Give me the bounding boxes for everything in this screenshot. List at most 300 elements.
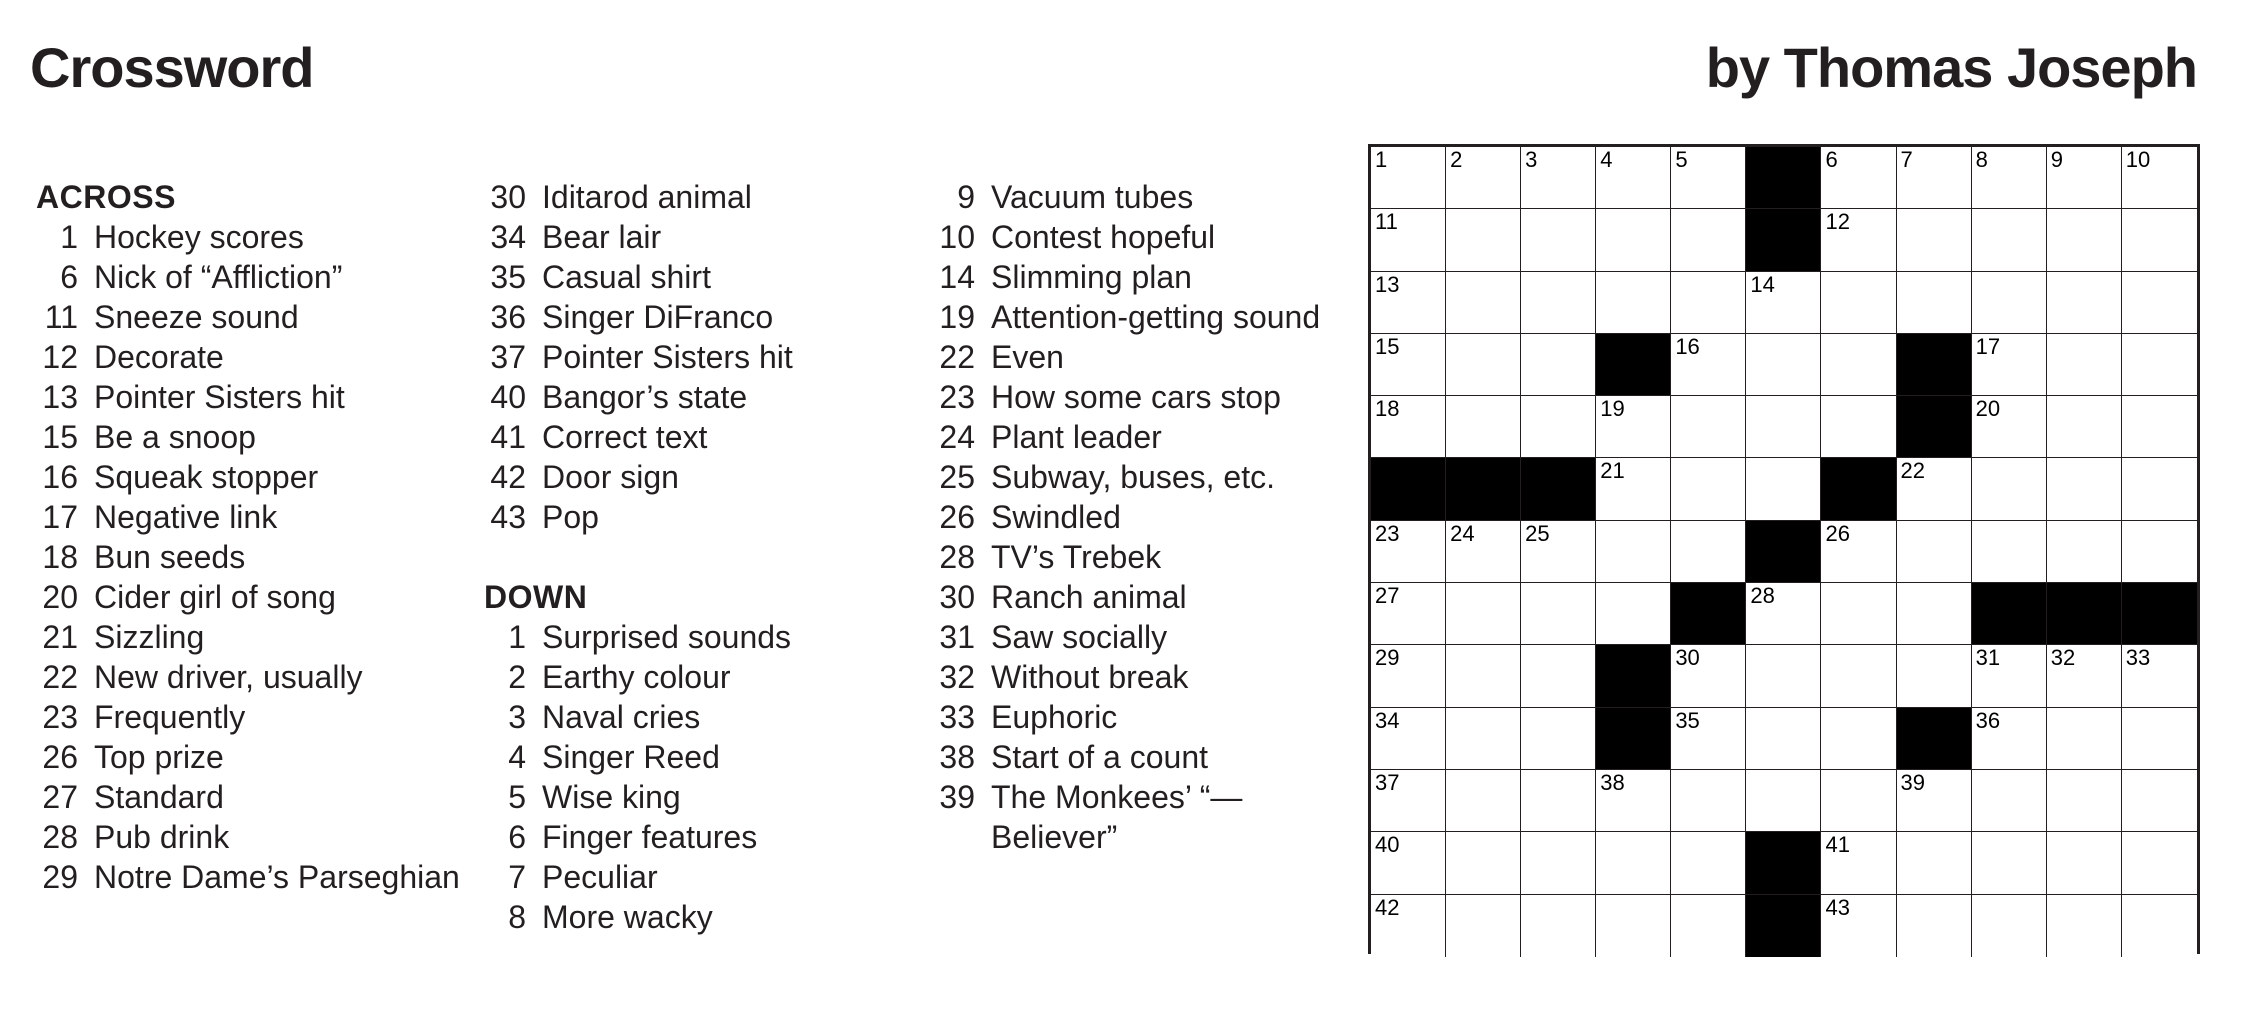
across-clue[interactable] bbox=[36, 257, 476, 297]
grid-cell[interactable] bbox=[1596, 396, 1671, 458]
across-clue[interactable] bbox=[36, 817, 476, 857]
clue-number: 16 bbox=[42, 459, 78, 495]
clue-text: Pop bbox=[542, 499, 599, 535]
black-square bbox=[2122, 583, 2197, 645]
crossword-grid bbox=[1368, 144, 2200, 954]
clue-number: 1 bbox=[508, 619, 526, 655]
clue-text: Plant leader bbox=[991, 419, 1162, 455]
clue-text: Singer Reed bbox=[542, 739, 720, 775]
cell-number: 30 bbox=[1675, 645, 1700, 671]
grid-cell[interactable] bbox=[1897, 209, 1972, 271]
grid-cell[interactable] bbox=[1821, 832, 1896, 894]
across-clue[interactable] bbox=[36, 697, 476, 737]
down-clue[interactable] bbox=[933, 577, 1363, 617]
clue-number: 22 bbox=[42, 659, 78, 695]
grid-cell[interactable] bbox=[1746, 645, 1821, 707]
grid-cell[interactable] bbox=[1671, 209, 1746, 271]
clue-text: Standard bbox=[94, 779, 224, 815]
grid-cell[interactable] bbox=[1521, 147, 1596, 209]
cell-number: 12 bbox=[1825, 209, 1850, 235]
grid-cell[interactable] bbox=[1521, 895, 1596, 957]
across-clue[interactable] bbox=[36, 377, 476, 417]
grid-cell[interactable] bbox=[1521, 645, 1596, 707]
grid-cell[interactable] bbox=[1521, 334, 1596, 396]
across-clue[interactable] bbox=[484, 377, 924, 417]
clue-number: 4 bbox=[508, 739, 526, 775]
grid-cell[interactable] bbox=[2122, 645, 2197, 707]
clue-number: 3 bbox=[508, 699, 526, 735]
grid-cell[interactable] bbox=[1671, 272, 1746, 334]
grid-cell[interactable] bbox=[2047, 645, 2122, 707]
grid-cell[interactable] bbox=[1446, 708, 1521, 770]
clue-text: Sneeze sound bbox=[94, 299, 299, 335]
grid-cell[interactable] bbox=[2122, 396, 2197, 458]
clue-number: 1 bbox=[60, 219, 78, 255]
grid-cell[interactable] bbox=[1671, 396, 1746, 458]
clue-text: Pub drink bbox=[94, 819, 230, 855]
grid-cell[interactable] bbox=[1371, 272, 1446, 334]
clue-number: 35 bbox=[490, 259, 526, 295]
clue-number: 7 bbox=[508, 859, 526, 895]
black-square bbox=[1897, 708, 1972, 770]
grid-cell[interactable] bbox=[1671, 832, 1746, 894]
clue-number: 32 bbox=[939, 659, 975, 695]
clue-number: 30 bbox=[490, 179, 526, 215]
across-clue[interactable] bbox=[36, 217, 476, 257]
grid-cell[interactable] bbox=[2122, 832, 2197, 894]
cell-number: 40 bbox=[1375, 832, 1400, 858]
grid-cell[interactable] bbox=[2047, 832, 2122, 894]
grid-cell[interactable] bbox=[1446, 334, 1521, 396]
grid-cell[interactable] bbox=[1671, 708, 1746, 770]
cell-number: 11 bbox=[1375, 209, 1398, 235]
clue-text: Finger features bbox=[542, 819, 758, 855]
grid-cell[interactable] bbox=[2122, 458, 2197, 520]
clue-text: Bear lair bbox=[542, 219, 662, 255]
black-square bbox=[2047, 583, 2122, 645]
grid-cell[interactable] bbox=[1972, 458, 2047, 520]
clue-text: Sizzling bbox=[94, 619, 205, 655]
clue-number: 34 bbox=[490, 219, 526, 255]
down-clue[interactable] bbox=[933, 297, 1363, 337]
clue-text: Bun seeds bbox=[94, 539, 246, 575]
cell-number: 27 bbox=[1375, 583, 1400, 609]
cell-number: 42 bbox=[1375, 894, 1400, 920]
clue-number: 27 bbox=[42, 779, 78, 815]
grid-cell[interactable] bbox=[1371, 583, 1446, 645]
across-clue[interactable] bbox=[484, 177, 924, 217]
down-clue[interactable] bbox=[484, 697, 924, 737]
grid-cell[interactable] bbox=[1521, 209, 1596, 271]
grid-cell[interactable] bbox=[1446, 521, 1521, 583]
across-clue[interactable] bbox=[36, 777, 476, 817]
cell-number: 28 bbox=[1750, 583, 1775, 609]
grid-cell[interactable] bbox=[1821, 770, 1896, 832]
clue-number: 15 bbox=[42, 419, 78, 455]
clue-number: 30 bbox=[939, 579, 975, 615]
clue-number: 21 bbox=[42, 619, 78, 655]
grid-cell[interactable] bbox=[1596, 895, 1671, 957]
black-square bbox=[1897, 334, 1972, 396]
grid-cell[interactable] bbox=[1596, 458, 1671, 520]
grid-cell[interactable] bbox=[1897, 147, 1972, 209]
grid-cell[interactable] bbox=[1371, 521, 1446, 583]
down-clue[interactable] bbox=[933, 417, 1363, 457]
clue-number: 37 bbox=[490, 339, 526, 375]
across-clue[interactable] bbox=[484, 497, 924, 537]
grid-cell[interactable] bbox=[1746, 770, 1821, 832]
clue-number: 23 bbox=[939, 379, 975, 415]
grid-cell[interactable] bbox=[1972, 147, 2047, 209]
grid-cell[interactable] bbox=[1596, 521, 1671, 583]
grid-cell[interactable] bbox=[1746, 334, 1821, 396]
clue-number: 26 bbox=[42, 739, 78, 775]
across-clue[interactable] bbox=[36, 537, 476, 577]
grid-cell[interactable] bbox=[1596, 583, 1671, 645]
grid-cell[interactable] bbox=[1446, 147, 1521, 209]
cell-number: 13 bbox=[1375, 271, 1400, 297]
grid-cell[interactable] bbox=[1972, 832, 2047, 894]
grid-cell[interactable] bbox=[2122, 334, 2197, 396]
clue-text: Cider girl of song bbox=[94, 579, 336, 615]
grid-cell[interactable] bbox=[1371, 770, 1446, 832]
cell-number: 9 bbox=[2050, 147, 2063, 172]
clue-text: Top prize bbox=[94, 739, 224, 775]
grid-cell[interactable] bbox=[1521, 708, 1596, 770]
down-clue[interactable] bbox=[933, 657, 1363, 697]
clue-text: Casual shirt bbox=[542, 259, 711, 295]
grid-cell[interactable] bbox=[1746, 458, 1821, 520]
grid-cell[interactable] bbox=[1821, 334, 1896, 396]
clue-section-heading: ACROSS bbox=[36, 179, 176, 215]
down-clue[interactable] bbox=[484, 777, 924, 817]
cell-number: 43 bbox=[1825, 894, 1850, 920]
clue-number: 25 bbox=[939, 459, 975, 495]
clue-number: 29 bbox=[42, 859, 78, 895]
grid-cell[interactable] bbox=[1746, 708, 1821, 770]
grid-cell[interactable] bbox=[1371, 209, 1446, 271]
across-clue[interactable] bbox=[484, 297, 924, 337]
clue-number: 5 bbox=[508, 779, 526, 815]
grid-cell[interactable] bbox=[1521, 832, 1596, 894]
cell-number: 7 bbox=[1900, 147, 1913, 172]
black-square bbox=[1746, 147, 1821, 209]
cell-number: 23 bbox=[1375, 520, 1400, 546]
cell-number: 31 bbox=[1975, 645, 2001, 671]
cell-number: 3 bbox=[1525, 147, 1538, 172]
black-square bbox=[1746, 521, 1821, 583]
grid-cell[interactable] bbox=[2047, 708, 2122, 770]
grid-cell[interactable] bbox=[2047, 521, 2122, 583]
across-clue[interactable] bbox=[36, 617, 476, 657]
clue-text: Hockey scores bbox=[94, 219, 304, 255]
clue-text: TV’s Trebek bbox=[991, 539, 1162, 575]
clue-number: 26 bbox=[939, 499, 975, 535]
clue-number: 19 bbox=[939, 299, 975, 335]
grid-cell[interactable] bbox=[1821, 396, 1896, 458]
grid-cell[interactable] bbox=[2122, 895, 2197, 957]
grid-cell[interactable] bbox=[1746, 583, 1821, 645]
grid-cell[interactable] bbox=[1371, 708, 1446, 770]
clue-number: 18 bbox=[42, 539, 78, 575]
clue-number: 43 bbox=[490, 499, 526, 535]
grid-cell[interactable] bbox=[1596, 209, 1671, 271]
clue-text: Iditarod animal bbox=[542, 179, 752, 215]
clue-number: 28 bbox=[939, 539, 975, 575]
down-clue[interactable] bbox=[933, 737, 1363, 777]
grid-cell[interactable] bbox=[1521, 272, 1596, 334]
grid-cell[interactable] bbox=[1371, 334, 1446, 396]
clue-number: 12 bbox=[42, 339, 78, 375]
grid-cell[interactable] bbox=[1821, 521, 1896, 583]
grid-cell[interactable] bbox=[2047, 458, 2122, 520]
grid-cell[interactable] bbox=[1671, 770, 1746, 832]
clue-text: Vacuum tubes bbox=[991, 179, 1194, 215]
clue-number: 41 bbox=[490, 419, 526, 455]
clue-number: 38 bbox=[939, 739, 975, 775]
across-clue[interactable] bbox=[36, 657, 476, 697]
down-clue[interactable] bbox=[933, 537, 1363, 577]
down-clue[interactable] bbox=[484, 617, 924, 657]
black-square bbox=[1746, 209, 1821, 271]
clue-number: 2 bbox=[508, 659, 526, 695]
clue-number: 33 bbox=[939, 699, 975, 735]
grid-cell[interactable] bbox=[1821, 645, 1896, 707]
across-clue[interactable] bbox=[484, 257, 924, 297]
grid-cell[interactable] bbox=[1596, 770, 1671, 832]
clue-text: Frequently bbox=[94, 699, 246, 735]
down-clue[interactable] bbox=[933, 497, 1363, 537]
grid-cell[interactable] bbox=[2122, 770, 2197, 832]
black-square bbox=[1446, 458, 1521, 520]
clue-number: 24 bbox=[939, 419, 975, 455]
clue-number: 17 bbox=[42, 499, 78, 535]
grid-cell[interactable] bbox=[1897, 770, 1972, 832]
cell-number: 39 bbox=[1900, 769, 1926, 795]
grid-cell[interactable] bbox=[1972, 645, 2047, 707]
clue-text: Pointer Sisters hit bbox=[94, 379, 345, 415]
cell-number: 21 bbox=[1600, 458, 1625, 484]
clue-text: Contest hopeful bbox=[991, 219, 1216, 255]
across-clue[interactable] bbox=[36, 577, 476, 617]
across-clue[interactable] bbox=[484, 337, 924, 377]
grid-cell[interactable] bbox=[1446, 396, 1521, 458]
grid-cell[interactable] bbox=[2047, 895, 2122, 957]
grid-cell[interactable] bbox=[1446, 645, 1521, 707]
black-square bbox=[1972, 583, 2047, 645]
grid-cell[interactable] bbox=[2047, 209, 2122, 271]
grid-cell[interactable] bbox=[1671, 147, 1746, 209]
clue-text: Nick of “Affliction” bbox=[94, 259, 343, 295]
across-clue[interactable] bbox=[484, 457, 924, 497]
clue-text: Door sign bbox=[542, 459, 679, 495]
clue-text: Slimming plan bbox=[991, 259, 1192, 295]
grid-cell[interactable] bbox=[1446, 895, 1521, 957]
black-square bbox=[1596, 645, 1671, 707]
across-clue[interactable] bbox=[36, 857, 476, 897]
black-square bbox=[1596, 334, 1671, 396]
grid-cell[interactable] bbox=[1371, 147, 1446, 209]
clue-text: Earthy colour bbox=[542, 659, 731, 695]
grid-cell[interactable] bbox=[2122, 708, 2197, 770]
grid-cell[interactable] bbox=[2047, 147, 2122, 209]
grid-cell[interactable] bbox=[1972, 209, 2047, 271]
cell-number: 1 bbox=[1375, 147, 1388, 172]
down-clue[interactable] bbox=[933, 377, 1363, 417]
grid-cell[interactable] bbox=[1897, 272, 1972, 334]
grid-cell[interactable] bbox=[1446, 832, 1521, 894]
grid-cell[interactable] bbox=[1972, 334, 2047, 396]
cell-number: 24 bbox=[1450, 520, 1475, 546]
grid-cell[interactable] bbox=[1821, 708, 1896, 770]
grid-cell[interactable] bbox=[1972, 895, 2047, 957]
black-square bbox=[1671, 583, 1746, 645]
across-clue[interactable] bbox=[36, 417, 476, 457]
grid-cell[interactable] bbox=[1897, 895, 1972, 957]
clue-number: 20 bbox=[42, 579, 78, 615]
clue-number: 39 bbox=[939, 779, 975, 815]
cell-number: 37 bbox=[1375, 769, 1400, 795]
clue-text: Singer DiFranco bbox=[542, 299, 774, 335]
grid-cell[interactable] bbox=[1596, 272, 1671, 334]
cell-number: 10 bbox=[2125, 147, 2151, 172]
grid-cell[interactable] bbox=[1521, 396, 1596, 458]
across-clue[interactable] bbox=[36, 337, 476, 377]
down-clue[interactable] bbox=[484, 857, 924, 897]
down-clue[interactable] bbox=[933, 337, 1363, 377]
grid-cell[interactable] bbox=[1446, 272, 1521, 334]
grid-cell[interactable] bbox=[1897, 521, 1972, 583]
grid-cell[interactable] bbox=[2122, 272, 2197, 334]
clue-text: Start of a count bbox=[991, 739, 1209, 775]
across-clue[interactable] bbox=[36, 737, 476, 777]
cell-number: 15 bbox=[1375, 333, 1400, 359]
grid-cell[interactable] bbox=[1371, 895, 1446, 957]
clue-text: Notre Dame’s Parseghian bbox=[94, 859, 460, 895]
grid-cell[interactable] bbox=[1972, 396, 2047, 458]
grid-cell[interactable] bbox=[1897, 458, 1972, 520]
down-clue[interactable] bbox=[933, 217, 1363, 257]
down-clue[interactable] bbox=[484, 657, 924, 697]
grid-cell[interactable] bbox=[1446, 209, 1521, 271]
grid-cell[interactable] bbox=[1671, 645, 1746, 707]
clue-number: 40 bbox=[490, 379, 526, 415]
clue-text: Euphoric bbox=[991, 699, 1118, 735]
grid-cell[interactable] bbox=[1371, 832, 1446, 894]
cell-number: 33 bbox=[2125, 645, 2151, 671]
grid-cell[interactable] bbox=[1897, 645, 1972, 707]
grid-cell[interactable] bbox=[2047, 272, 2122, 334]
clue-number: 22 bbox=[939, 339, 975, 375]
across-clue[interactable] bbox=[484, 217, 924, 257]
cell-number: 38 bbox=[1600, 769, 1625, 795]
grid-cell[interactable] bbox=[1972, 521, 2047, 583]
grid-cell[interactable] bbox=[1671, 521, 1746, 583]
grid-cell[interactable] bbox=[1671, 334, 1746, 396]
clue-text: Decorate bbox=[94, 339, 224, 375]
down-clue[interactable] bbox=[933, 777, 1363, 857]
grid-cell[interactable] bbox=[2122, 521, 2197, 583]
clue-text: Subway, buses, etc. bbox=[991, 459, 1275, 495]
clue-text: Ranch animal bbox=[991, 579, 1187, 615]
across-clue[interactable] bbox=[484, 417, 924, 457]
across-clue[interactable] bbox=[36, 457, 476, 497]
cell-number: 14 bbox=[1750, 271, 1775, 297]
grid-cell[interactable] bbox=[1897, 583, 1972, 645]
grid-cell[interactable] bbox=[2047, 770, 2122, 832]
clue-number: 31 bbox=[939, 619, 975, 655]
grid-cell[interactable] bbox=[1746, 272, 1821, 334]
grid-cell[interactable] bbox=[1821, 895, 1896, 957]
grid-cell[interactable] bbox=[2122, 147, 2197, 209]
grid-cell[interactable] bbox=[1596, 832, 1671, 894]
down-clue[interactable] bbox=[933, 177, 1363, 217]
grid-cell[interactable] bbox=[1371, 645, 1446, 707]
down-clue[interactable] bbox=[484, 737, 924, 777]
grid-cell[interactable] bbox=[1821, 147, 1896, 209]
grid-cell[interactable] bbox=[2122, 209, 2197, 271]
cell-number: 19 bbox=[1600, 396, 1625, 422]
clue-number: 42 bbox=[490, 459, 526, 495]
grid-cell[interactable] bbox=[1521, 583, 1596, 645]
grid-cell[interactable] bbox=[1671, 458, 1746, 520]
grid-cell[interactable] bbox=[1671, 895, 1746, 957]
down-clue[interactable] bbox=[933, 697, 1363, 737]
grid-cell[interactable] bbox=[1972, 770, 2047, 832]
grid-cell[interactable] bbox=[1446, 770, 1521, 832]
clue-text: Without break bbox=[991, 659, 1189, 695]
down-clue[interactable] bbox=[484, 817, 924, 857]
clue-text: The Monkees’ “— Believer” bbox=[991, 779, 1243, 855]
grid-cell[interactable] bbox=[1821, 209, 1896, 271]
grid-cell[interactable] bbox=[1446, 583, 1521, 645]
cell-number: 4 bbox=[1600, 147, 1613, 172]
grid-cell[interactable] bbox=[1521, 521, 1596, 583]
cell-number: 34 bbox=[1375, 707, 1400, 733]
grid-cell[interactable] bbox=[1521, 770, 1596, 832]
grid-cell[interactable] bbox=[1746, 396, 1821, 458]
grid-cell[interactable] bbox=[1821, 583, 1896, 645]
clue-number: 9 bbox=[957, 179, 975, 215]
cell-number: 20 bbox=[1975, 396, 2001, 422]
grid-cell[interactable] bbox=[1371, 396, 1446, 458]
cell-number: 5 bbox=[1675, 147, 1688, 172]
down-clue[interactable] bbox=[933, 617, 1363, 657]
cell-number: 6 bbox=[1825, 147, 1838, 172]
down-clue[interactable] bbox=[484, 897, 924, 937]
grid-cell[interactable] bbox=[1821, 272, 1896, 334]
grid-cell[interactable] bbox=[2047, 334, 2122, 396]
clue-text: Peculiar bbox=[542, 859, 658, 895]
down-clue[interactable] bbox=[933, 257, 1363, 297]
grid-cell[interactable] bbox=[1972, 272, 2047, 334]
grid-cell[interactable] bbox=[2047, 396, 2122, 458]
clue-section-heading: DOWN bbox=[484, 579, 588, 615]
grid-cell[interactable] bbox=[1596, 147, 1671, 209]
cell-number: 36 bbox=[1975, 707, 2001, 733]
grid-cell[interactable] bbox=[1972, 708, 2047, 770]
page-title: Crossword bbox=[30, 36, 314, 99]
cell-number: 25 bbox=[1525, 520, 1550, 546]
across-clue[interactable] bbox=[36, 497, 476, 537]
grid-cell[interactable] bbox=[1897, 832, 1972, 894]
byline: by Thomas Joseph bbox=[1705, 36, 2197, 99]
across-clue[interactable] bbox=[36, 297, 476, 337]
clue-text: Attention-getting sound bbox=[991, 299, 1321, 335]
clue-text: Wise king bbox=[542, 779, 681, 815]
down-clue[interactable] bbox=[933, 457, 1363, 497]
black-square bbox=[1596, 708, 1671, 770]
